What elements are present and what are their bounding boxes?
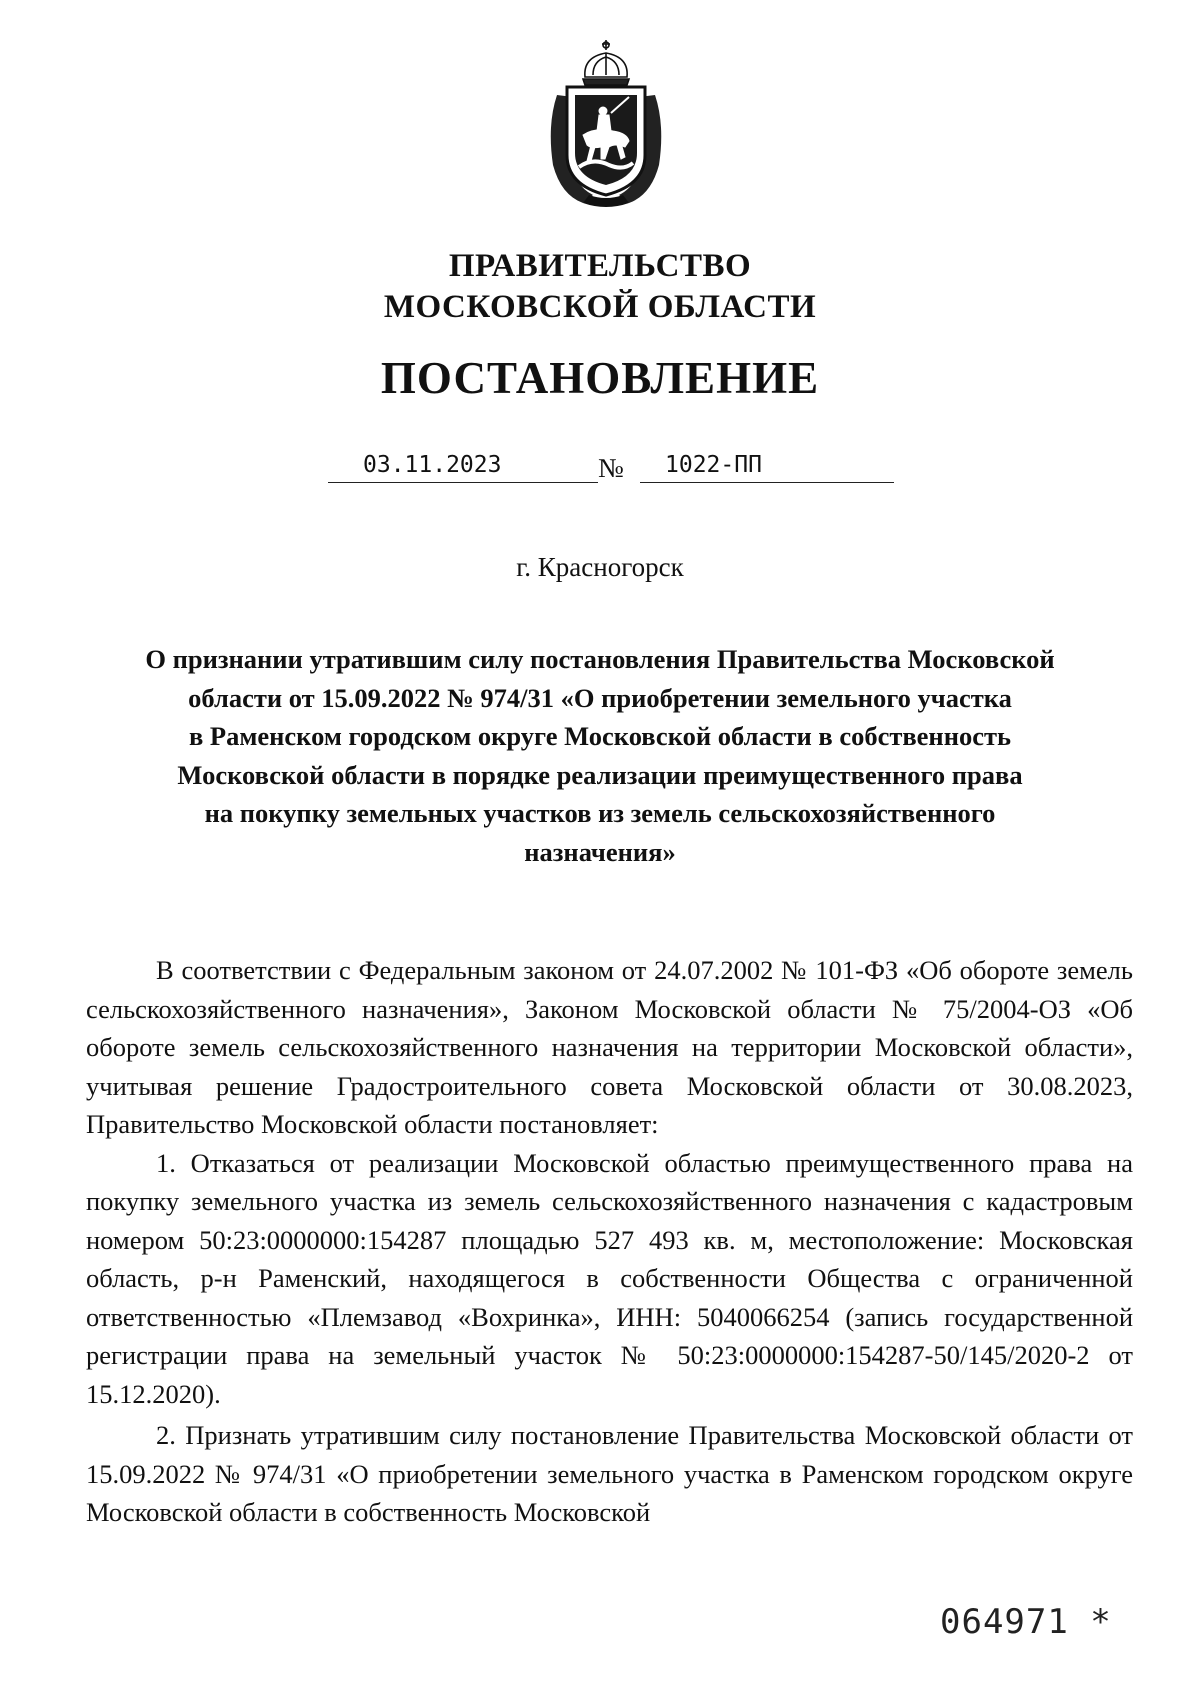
document-title [80, 640, 1120, 871]
title-line: области от 15.09.2022 № 974/31 «О приобретении земельного участка [188, 682, 1012, 713]
issuer-line-1: ПРАВИТЕЛЬСТВО [448, 248, 752, 284]
title-line: на покупку земельных участков из земель сельскохозяйственного [204, 798, 996, 828]
number-sign: № [598, 453, 624, 483]
clause-2-paragraph: 2. Признать утратившим силу постановление Правительства Московской области от 15.09.2022 № 974/31 «О приобретении земельного участка в Раменском городском округе Московской области в собственность Московской [86, 1420, 1133, 1527]
moscow-oblast-coat-of-arms-icon [543, 35, 669, 211]
clause-1-paragraph: 1. Отказаться от реализации Московской областью преимущественного права на покупку земельного участка из земель сельскохозяйственного назначения с кадастровым номером 50:23:0000000:154287 площадью 527 493 кв. м, местоположение: Московская область, р-н Раменский, находящегося в собственности Общества с ограниченной ответственностью «Племзавод «Вохринка», ИНН: 5040066254 (запись государственной регистрации права на земельный участок № 50:23:0000000:154287-50/145/2020-2 от 15.12.2020). [86, 1147, 1133, 1409]
title-line: в Раменском городском округе Московской области в собственность [188, 721, 1012, 751]
document-number-field [640, 448, 894, 483]
document-type: ПОСТАНОВЛЕНИЕ [380, 353, 820, 403]
preamble-paragraph: В соответствии с Федеральным законом от 24.07.2002 № 101-ФЗ «Об обороте земель сельскохозяйственного назначения», Законом Московской области № 75/2004-ОЗ «Об обороте земель сельскохозяйственного назначения на территории Московской области», учитывая решение Градостроительного совета Московской области от 30.08.2023, Правительство Московской области постановляет: [86, 955, 1133, 1139]
title-line: О признании утратившим силу постановления Правительства Московской [145, 644, 1055, 674]
issue-city: г. Красногорск [516, 552, 684, 582]
document-number: 1022-ПП [665, 452, 762, 478]
issuer-line-2: МОСКОВСКОЙ ОБЛАСТИ [383, 289, 817, 325]
document-date-field [328, 448, 598, 483]
serial-number-stamp: 064971 * [940, 1602, 1112, 1642]
document-body [86, 951, 1133, 1532]
document-date: 03.11.2023 [363, 452, 502, 478]
title-line: Московской области в порядке реализации преимущественного права [177, 759, 1023, 790]
title-line: назначения» [524, 836, 676, 867]
